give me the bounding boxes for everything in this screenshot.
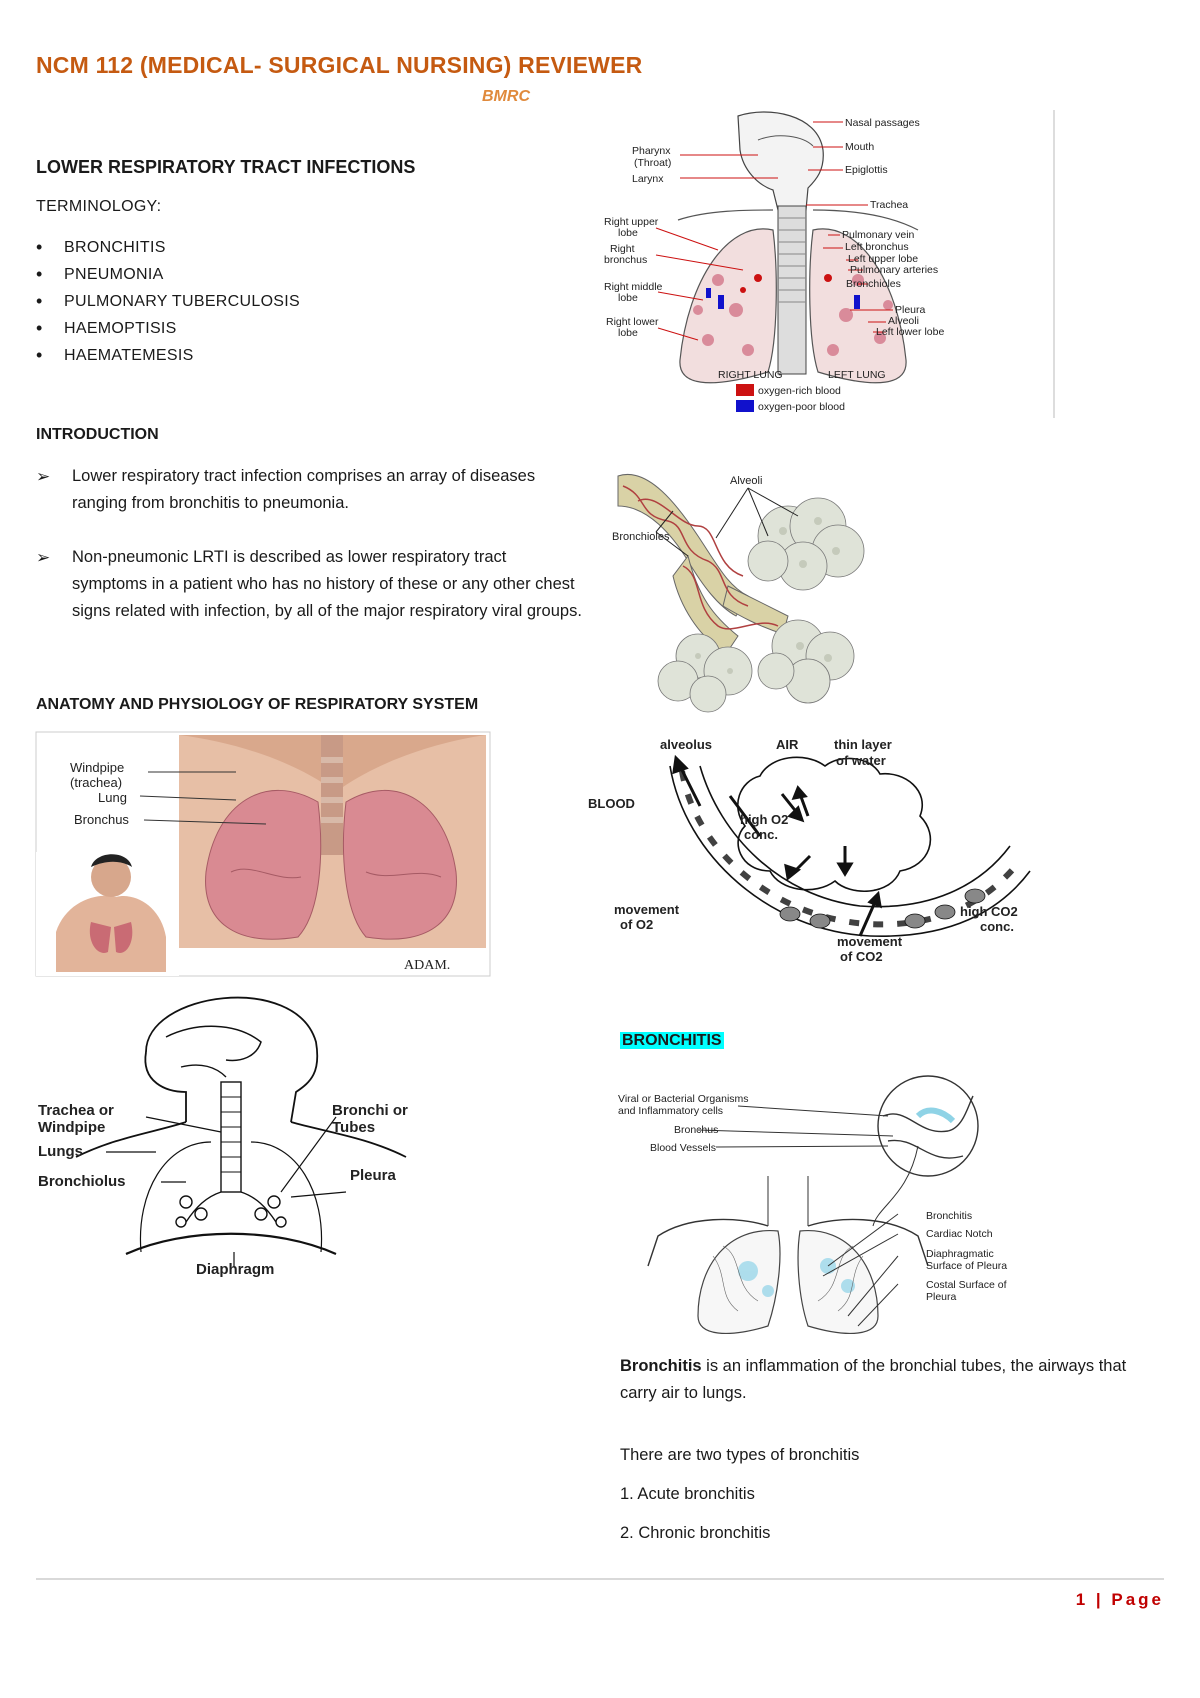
adam-lungs-figure	[36, 732, 490, 976]
label-left-upper-lobe: Left upper lobe	[848, 253, 919, 265]
label-viral: Viral or Bacterial Organisms	[618, 1093, 749, 1105]
label-nasal: Nasal passages	[845, 117, 920, 129]
label-epiglottis: Epiglottis	[845, 164, 888, 176]
introduction-list	[36, 463, 584, 652]
label-bronchitis: Bronchitis	[926, 1210, 973, 1222]
label-right-upper: Right upper	[604, 216, 659, 228]
alveoli-figure	[612, 466, 918, 718]
label-lungs: Lungs	[38, 1143, 83, 1160]
term-item: • PNEUMONIA	[36, 261, 300, 288]
term-item: • BRONCHITIS	[36, 234, 300, 261]
label-throat: (Throat)	[634, 157, 672, 169]
label-tubes: Tubes	[332, 1119, 376, 1136]
bronchitis-definition: Bronchitis is an inflammation of the bronchial tubes, the airways that carry air to lungs.	[620, 1357, 1127, 1402]
term-item: • PULMONARY TUBERCULOSIS	[36, 288, 300, 315]
bronchitis-figure	[618, 1076, 1068, 1342]
legend-swatch-poor	[736, 400, 754, 412]
bronchitis-types-intro: There are two types of bronchitis	[620, 1446, 860, 1464]
label-windpipe: Windpipe	[70, 760, 125, 775]
footer-divider	[36, 1578, 1164, 1580]
label-pulmonary-arteries: Pulmonary arteries	[850, 264, 939, 276]
label-left-lung: LEFT LUNG	[828, 369, 886, 381]
label-bronchus: Bronchus	[674, 1124, 719, 1136]
label-pleura: Pleura	[350, 1167, 396, 1184]
label-diaphragm: Diaphragm	[196, 1261, 275, 1278]
label-oxygen-rich: oxygen-rich blood	[758, 385, 841, 397]
label-blood-vessels: Blood Vessels	[650, 1142, 716, 1154]
document-title: NCM 112 (MEDICAL- SURGICAL NURSING) REVIEWER	[36, 52, 643, 78]
label-right-bronchus: Right	[610, 243, 635, 255]
label-right-bronchus-2: bronchus	[604, 254, 648, 266]
document-subtitle: BMRC	[482, 88, 530, 105]
label-of-water: of water	[836, 753, 886, 768]
legend-swatch-rich	[736, 384, 754, 396]
label-alveoli: Alveoli	[888, 315, 919, 327]
label-trachea: Trachea	[870, 199, 909, 211]
bronchitis-type-acute: 1. Acute bronchitis	[620, 1485, 755, 1503]
label-costal-pleura: Pleura	[926, 1291, 957, 1303]
label-right-lung: RIGHT LUNG	[718, 369, 783, 381]
respiratory-system-figure	[604, 110, 1056, 418]
line-drawing-figure	[36, 982, 456, 1282]
label-larynx: Larynx	[632, 173, 664, 185]
label-right-middle: Right middle	[604, 281, 663, 293]
terminology-label: TERMINOLOGY:	[36, 198, 162, 215]
label-thin-layer: thin layer	[834, 737, 892, 752]
bronchitis-type-chronic: 2. Chronic bronchitis	[620, 1524, 771, 1542]
intro-point: ➢ Non-pneumonic LRTI is described as lower respiratory tract symptoms in a patient who has no history of these or any other chest signs related with infection, by all of the major respiratory viral groups.	[36, 544, 584, 625]
label-bronchus: Bronchus	[74, 812, 129, 827]
section-title-anatomy: ANATOMY AND PHYSIOLOGY OF RESPIRATORY SYSTEM	[36, 696, 479, 713]
label-left-lower-lobe: Left lower lobe	[876, 326, 945, 338]
label-pleura: Pleura	[895, 304, 926, 316]
label-trachea: (trachea)	[70, 775, 123, 790]
label-alveolus: alveolus	[660, 737, 713, 752]
page-number: 1 | Page	[1075, 1590, 1164, 1609]
label-cardiac-notch: Cardiac Notch	[926, 1228, 993, 1240]
label-air: AIR	[776, 737, 799, 752]
label-bronchioles: Bronchioles	[846, 278, 901, 290]
label-diaphragmatic: Diaphragmatic	[926, 1248, 994, 1260]
label-blood: BLOOD	[588, 796, 635, 811]
label-windpipe: Windpipe	[38, 1119, 106, 1136]
section-title-introduction: INTRODUCTION	[36, 426, 159, 443]
label-high-o2: high O2	[740, 812, 789, 827]
term-item: • HAEMATEMESIS	[36, 342, 300, 369]
intro-point: ➢ Lower respiratory tract infection comprises an array of diseases ranging from bronchitis to pneumonia.	[36, 463, 584, 517]
label-right-lower-lobe: lobe	[618, 327, 638, 339]
label-oxygen-poor: oxygen-poor blood	[758, 401, 845, 413]
label-right-middle-lobe: lobe	[618, 292, 638, 304]
label-inflammatory: and Inflammatory cells	[618, 1105, 724, 1117]
section-title-lrti: LOWER RESPIRATORY TRACT INFECTIONS	[36, 157, 416, 177]
term-item: • HAEMOPTISIS	[36, 315, 300, 342]
label-trachea-or: Trachea or	[38, 1102, 114, 1119]
label-of-o2: of O2	[620, 917, 654, 932]
label-surface-of-pleura: Surface of Pleura	[926, 1260, 1008, 1272]
label-alveoli: Alveoli	[730, 475, 763, 487]
label-right-lower: Right lower	[606, 316, 659, 328]
label-right-upper-lobe: lobe	[618, 227, 638, 239]
label-costal: Costal Surface of	[926, 1279, 1007, 1291]
label-pharynx: Pharynx	[632, 145, 671, 157]
terminology-list	[36, 234, 300, 369]
label-high-co2: high CO2	[960, 904, 1018, 919]
bronchitis-heading: BRONCHITIS	[622, 1032, 722, 1049]
label-movement-co2: movement	[837, 934, 903, 949]
label-high-co2-conc: conc.	[980, 919, 1014, 934]
label-left-bronchus: Left bronchus	[845, 241, 909, 253]
gas-exchange-figure	[588, 736, 1060, 966]
label-bronchi-or: Bronchi or	[332, 1102, 408, 1119]
label-bronchioles: Bronchioles	[612, 531, 670, 543]
label-lung: Lung	[98, 790, 127, 805]
label-pulmonary-vein: Pulmonary vein	[842, 229, 915, 241]
adam-logo: ADAM.	[404, 958, 451, 973]
label-bronchiolus: Bronchiolus	[38, 1173, 126, 1190]
label-mouth: Mouth	[845, 141, 875, 153]
label-high-o2-conc: conc.	[744, 827, 778, 842]
label-movement-o2: movement	[614, 902, 680, 917]
label-of-co2: of CO2	[840, 949, 883, 964]
